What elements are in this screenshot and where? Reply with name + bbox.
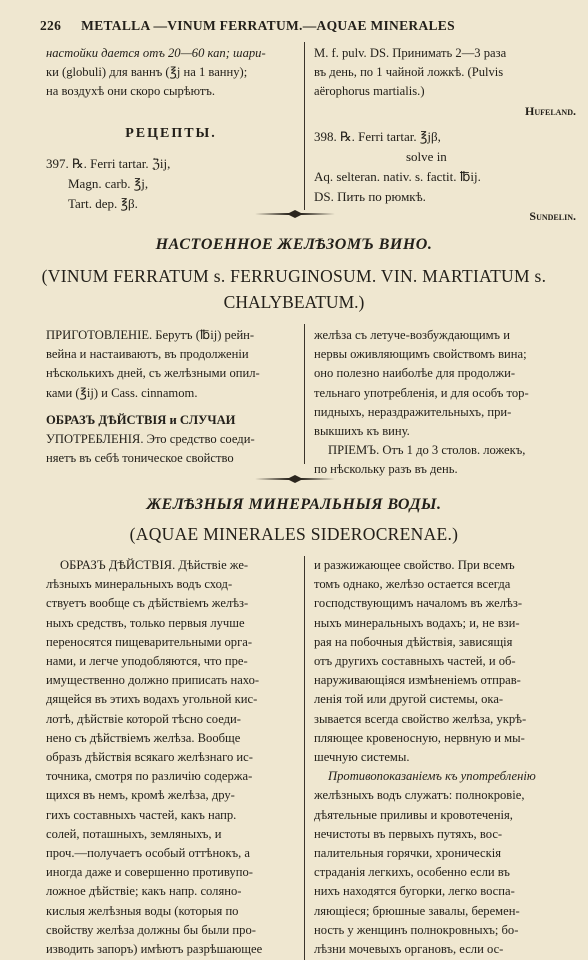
column-divider-bottom: [304, 556, 305, 960]
text-line: нами, и легче уподобляются, что пре-: [46, 654, 248, 669]
section-latin-title: (VINUM FERRATUM s. FERRUGINOSUM. VIN. MARTIATUM s.: [41, 266, 547, 286]
section-latin-title: CHALYBEATUM.): [223, 292, 365, 312]
text-line: дящейся въ этихъ водахъ угольной кис-: [46, 692, 258, 707]
recipe-398-line: 398. ℞. Ferri tartar. ℥jβ,: [314, 128, 441, 144]
spacer: [46, 403, 296, 411]
text-line: ныхъ минеральныхъ водахъ; и, не взи-: [314, 615, 520, 630]
section2-left-column: [46, 556, 296, 959]
text-line: ОБРАЗЪ ДѢЙСТВІЯ и СЛУЧАИ: [46, 412, 236, 427]
text-line: нено съ дѣйствіемъ желѣза. Вообще: [46, 730, 241, 745]
text-line: и разжижающее свойство. При всемъ: [314, 558, 515, 572]
page-number: 226: [40, 18, 62, 33]
text-line: гихъ составныхъ частей, какъ напр.: [46, 807, 237, 822]
section1-right-column: [314, 326, 576, 480]
text-line: въ день, по 1 чайной ложкѣ. (Pulvis: [314, 65, 504, 80]
text-line: имущественно должно приписать нахо-: [46, 673, 260, 688]
running-title: METALLA —VINUM FERRATUM.—AQUAE MINERALES: [81, 18, 455, 33]
text-line: оно полезно наиболѣе для продолжи-: [314, 366, 516, 381]
text-line: M. f. pulv. DS. Принимать 2—3 раза: [314, 46, 507, 60]
section1-left-column: [46, 326, 296, 468]
running-head: [40, 18, 574, 34]
section-title: ЖЕЛѢЗНЫЯ МИНЕРАЛЬНЫЯ ВОДЫ.: [146, 496, 442, 513]
text-line: щихся въ немъ, кромѣ желѣза, дру-: [46, 788, 235, 803]
text-line: на воздухѣ они скоро сырѣютъ.: [46, 84, 215, 99]
recipe-397: [46, 154, 296, 214]
text-line: вейна и настаиваютъ, въ продолженіи: [46, 347, 249, 362]
text-line: лѣзни мочевыхъ органовъ, если ос-: [314, 942, 504, 957]
section2-right-column: [314, 556, 576, 959]
text-line: пляющее кровеносную, нервную и мы-: [314, 730, 525, 745]
text-line: томъ однако, желѣзо остается всегда: [314, 577, 511, 592]
recipe-line: Tart. dep. ℥β.: [68, 196, 138, 211]
text-line: точника, смотря по различію содержа-: [46, 769, 253, 784]
text-line: дѣятельные приливы и кровотеченія,: [314, 807, 513, 822]
top-left-column: [46, 44, 296, 102]
text-line: переносятся пищеварительными орга-: [46, 634, 253, 649]
text-line: кислыя желѣзныя воды (которыя по: [46, 903, 239, 918]
text-line: ки (globuli) для ваннъ (℥j на 1 ванну);: [46, 65, 248, 80]
text-line: нихъ находятся бугорки, легко воспа-: [314, 884, 515, 899]
text-line: солей, поташныхъ, земляныхъ, и: [46, 826, 222, 841]
recipe-number: 397.: [46, 156, 69, 171]
text-line: ПРІЕМЪ. Отъ 1 до 3 столов. ложекъ,: [328, 443, 526, 458]
text-line: господствующимъ началомъ въ желѣз-: [314, 596, 523, 611]
ornament-rule: [255, 475, 335, 483]
text-line: выкшихъ къ вину.: [314, 424, 410, 439]
text-line: пидныхъ, нераздражительныхъ, при-: [314, 404, 512, 419]
signature: Sundelin.: [529, 208, 576, 223]
text-line: ОБРАЗЪ ДѢЙСТВІЯ. Дѣйствіе же-: [60, 558, 249, 572]
text-line: страданія легкихъ, особенно если въ: [314, 865, 510, 880]
text-line: настойки дается отъ 20—60 кап; шари-: [46, 46, 266, 60]
text-line: нервы оживляющимъ свойствомъ вина;: [314, 347, 527, 362]
recipes-heading: РЕЦЕПТЫ.: [125, 126, 217, 141]
recipe-398-line: Aq. selteran. nativ. s. factit. ℔ij.: [314, 168, 481, 184]
text-line: aërophorus martialis.): [314, 84, 425, 99]
text-line: ПРИГОТОВЛЕНІЕ. Берутъ (℔ij) рейн-: [46, 328, 255, 342]
text-line: ствуетъ вообще съ дѣйствіемъ желѣз-: [46, 596, 249, 611]
text-line: шечную системы.: [314, 750, 410, 765]
text-line: свойству желѣза должны бы были про-: [46, 922, 256, 937]
text-line: тельнаго употребленія, и для особъ тор-: [314, 385, 529, 400]
text-line: желѣзныхъ водъ служатъ: полнокровіе,: [314, 788, 525, 803]
text-line: наруживающіяся измѣненіемъ отправ-: [314, 673, 521, 688]
text-line: нѣсколькихъ дней, съ желѣзными опил-: [46, 366, 260, 381]
text-line: нечистоты въ первыхъ путяхъ, вос-: [314, 826, 503, 841]
text-line: отъ другихъ составныхъ частей, и об-: [314, 654, 516, 669]
top-right-column: [314, 44, 576, 226]
text-line: ность у женщинъ полнокровныхъ; бо-: [314, 922, 519, 937]
text-line: изводить запоръ) имѣютъ разрѣшающее: [46, 942, 263, 957]
text-line: палительныя горячки, хроническія: [314, 846, 502, 861]
text-line: рая на побочныя дѣйствія, зависящія: [314, 634, 513, 649]
text-line: лѣзныхъ минеральныхъ водъ сход-: [46, 577, 233, 592]
section-latin-title: (AQUAE MINERALES SIDEROCRENAE.): [129, 524, 459, 544]
recipe-398-line: solve in: [406, 148, 447, 164]
text-line: ложное дѣйствіе; какъ напр. соляно-: [46, 884, 242, 899]
text-line: проч.—получаетъ особый оттѣнокъ, а: [46, 846, 250, 861]
text-line: УПОТРЕБЛЕНІЯ. Это средство соеди-: [46, 432, 255, 447]
text-line: образъ дѣйствія всякаго желѣзнаго ис-: [46, 750, 253, 765]
column-divider-mid: [304, 324, 305, 464]
text-line: няетъ въ себѣ тоническое свойство: [46, 451, 234, 466]
section-title: НАСТОЕННОЕ ЖЕЛѢЗОМЪ ВИНО.: [155, 236, 433, 253]
column-divider-top: [304, 42, 305, 210]
text-line: лотѣ, дѣйствіе которой тѣсно соеди-: [46, 711, 241, 726]
recipe-line: Magn. carb. ℥j,: [68, 176, 149, 191]
text-line: Противопоказаніемъ къ употребленію: [328, 769, 536, 784]
text-line: желѣза съ летуче-возбуждающимъ и: [314, 328, 510, 342]
signature: Hufeland.: [524, 103, 576, 118]
recipe-398-line: DS. Пить по рюмкѣ.: [314, 188, 426, 204]
text-line: зывается всегда свойство желѣза, укрѣ-: [314, 711, 527, 726]
recipe-line: ℞. Ferri tartar. ℨij,: [72, 156, 171, 171]
ornament-rule: [255, 210, 335, 218]
text-line: ками (℥ij) и Cass. cinnamom.: [46, 385, 198, 400]
text-line: иногда даже и совершенно противупо-: [46, 865, 253, 880]
text-line: ленія той или другой системы, ока-: [314, 692, 504, 707]
text-line: по нѣскольку разъ въ день.: [314, 462, 458, 477]
text-line: ляющіеся; брюшные завалы, беремен-: [314, 903, 520, 918]
text-line: ныхъ средствъ, только первыя лучше: [46, 615, 245, 630]
